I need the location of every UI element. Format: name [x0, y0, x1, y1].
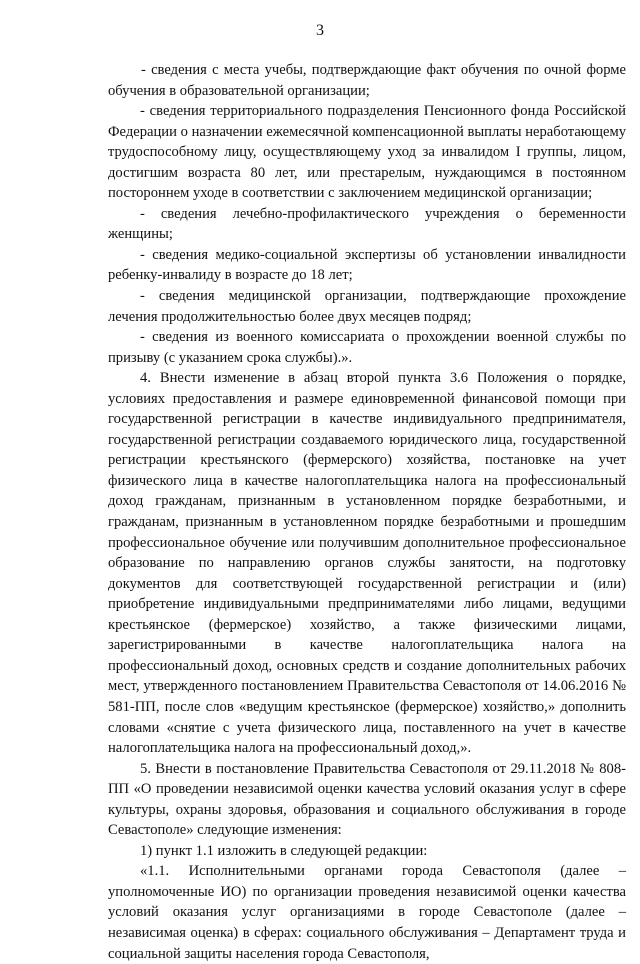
- paragraph-item-5: 5. Внести в постановление Правительства Севастополя от 29.11.2018 № 808-ПП «О проведении независимой оценки качества условий оказания услуг в сфере культуры, охраны здоровья, образования и социального обслуживания в городе Севастополе» следующие изменения:: [108, 760, 626, 839]
- document-body: [108, 60, 626, 964]
- paragraph-pension-fund: - сведения территориального подразделения Пенсионного фонда Российской Федерации о назначении ежемесячной компенсационной выплаты неработающему трудоспособному лицу, осуществляющему уход за инвалидом I группы, лицом, достигшим возраста 80 лет, или престарелым, нуждающимся в постоянном постороннем уходе в соответствии с заключением медицинской организации;: [108, 103, 626, 202]
- paragraph-subitem-1: 1) пункт 1.1 изложить в следующей редакции:: [140, 842, 428, 859]
- paragraph-clause-1-1: «1.1. Исполнительными органами города Севастополя (далее – уполномоченные ИО) по организации проведения независимой оценки качества условий оказания услуг организациями в городе Севастополе (далее – независимая оценка) в сферах: социального обслуживания – Департамент труда и социальной защиты населения города Севастополя,: [108, 863, 626, 962]
- paragraph-military-service: - сведения из военного комиссариата о прохождении военной службы по призыву (с указанием срока службы).».: [108, 329, 626, 366]
- page-number: 3: [316, 22, 324, 39]
- paragraph-disability: - сведения медико-социальной экспертизы об установлении инвалидности ребенку-инвалиду в возрасте до 18 лет;: [108, 246, 626, 284]
- paragraph-pregnancy: - сведения лечебно-профилактического учреждения о беременности женщины;: [108, 205, 626, 243]
- paragraph-study-certificate: - сведения с места учебы, подтверждающие факт обучения по очной форме обучения в образовательной организации;: [108, 62, 626, 99]
- paragraph-medical-treatment: - сведения медицинской организации, подтверждающие прохождение лечения продолжительностью более двух месяцев подряд;: [108, 288, 626, 325]
- paragraph-item-4: 4. Внести изменение в абзац второй пункта 3.6 Положения о порядке, условиях предоставления и размере единовременной финансовой помощи при государственной регистрации в качестве индивидуального предпринимателя, государственной регистрации создаваемого юридического лица, государственной регистрации крестьянского (фермерского) хозяйства, постановке на учет физического лица в качестве налогоплательщика налога на профессиональный доход гражданам, признанным в установленном порядке безработными, и гражданам, признанным в установленном порядке безработными и прошедшим профессиональное обучение или получившим дополнительное профессиональное образование по направлению органов службы занятости, на подготовку документов для соответствующей государственной регистрации и (или) приобретение индивидуальными предпринимателями либо лицами, ведущими крестьянское (фермерское) хозяйство, а также физическими лицами, зарегистрированными в качестве налогоплательщика налога на профессиональный доход, основных средств и создание дополнительных рабочих мест, утвержденного постановлением Правительства Севастополя от 14.06.2016 № 581-ПП, после слов «ведущим крестьянское (фермерское) хозяйство,» дополнить словами «снятие с учета физического лица, поставленного на учет в качестве налогоплательщика налога на профессиональный доход,».: [108, 370, 626, 757]
